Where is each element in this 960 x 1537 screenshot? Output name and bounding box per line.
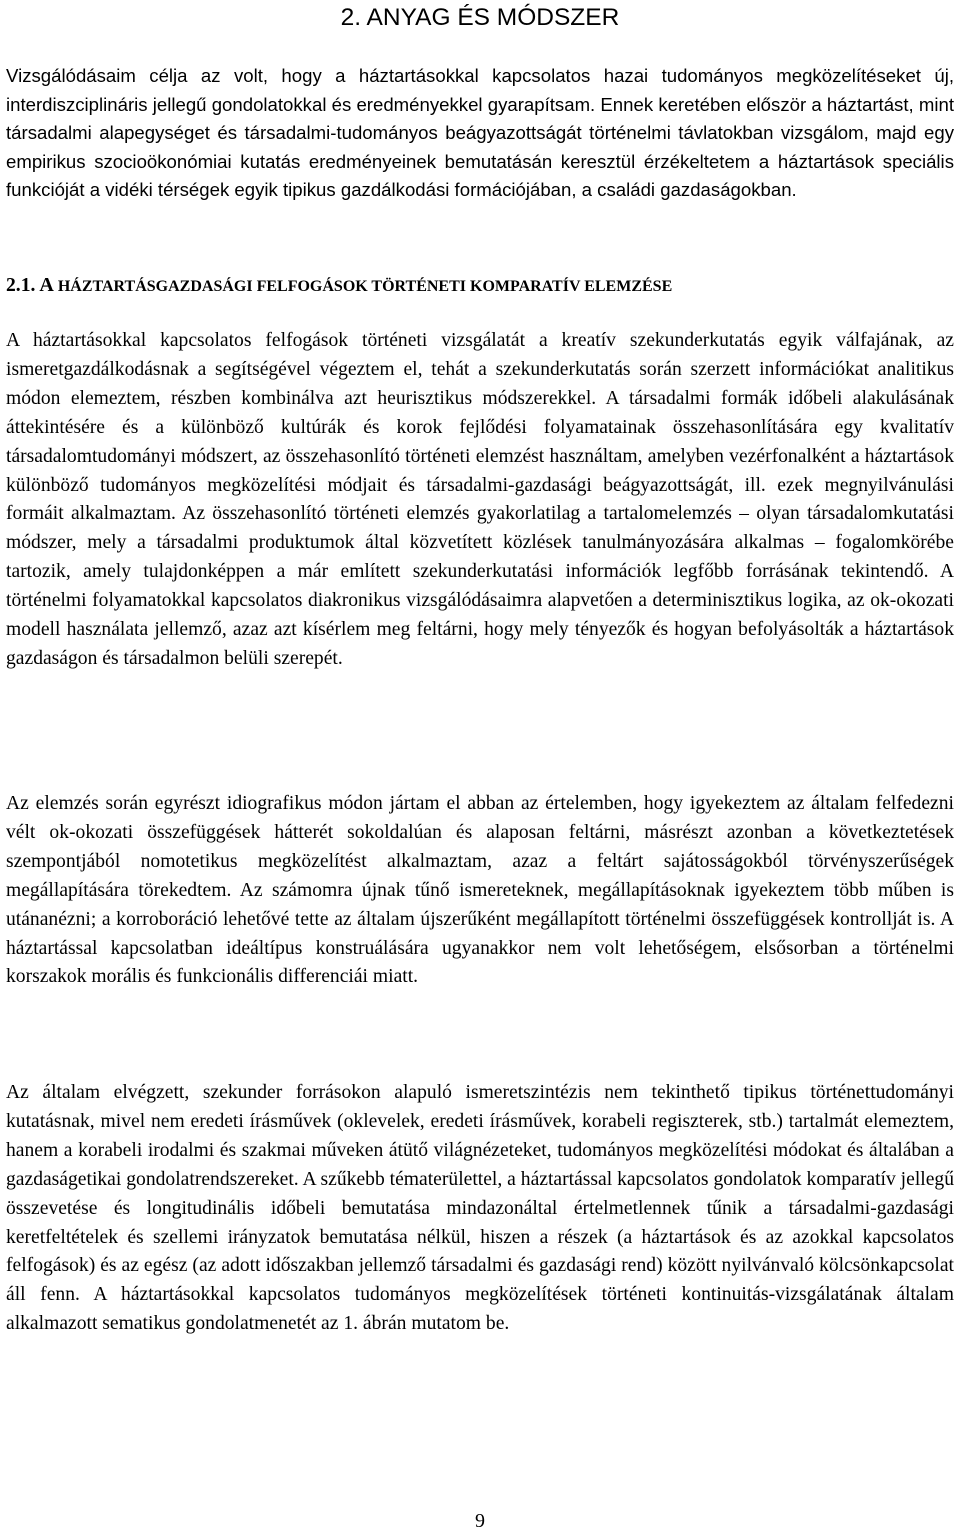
section-title: HÁZTARTÁSGAZDASÁGI FELFOGÁSOK TÖRTÉNETI KOMPARATÍV ELEMZÉSE — [57, 278, 673, 295]
body-paragraph-1: A háztartásokkal kapcsolatos felfogások történeti vizsgálatát a kreatív szekunderkutatás egyik válfajának, az ismeretgazdálkodásnak a segítségével végeztem el, tehát a szekunderkutatás során szerzett információkat analitikus módon elemeztem, részben kombinálva azt heurisztikus módszerekkel. A társadalmi formák időbeli alakulásának áttekintésére és a különböző kultúrák és korok fejlődési folyamatainak összehasonlítására egy kvalitatív társadalomtudományi módszert, az összehasonlító történeti elemzést használtam, amelyben vezérfonalként a háztartások különböző tudományos megközelítési módjait és társadalmi-gazdasági beágyazottságát, ill. ezek megnyilvánulási formáit alkalmaztam. Az összehasonlító történeti elemzés gyakorlatilag a tartalomelemzés – olyan társadalomkutatási módszer, mely a társadalmi produktumok által közvetített közlések tanulmányozására alkalmas – fogalomkörébe tartozik, amely tulajdonképpen a már említett szekunderkutatási információk legfőbb forrásának tekintendő. A történelmi folyamatokkal kapcsolatos diakronikus vizsgálódásaimra alapvetően a determinisztikus logika, az ok-okozati modell használata jellemző, azaz azt kísérlem meg feltárni, hogy mely tényezők és hogyan befolyásolták a háztartások gazdaságon és társadalmon belüli szerepét. — [6, 330, 954, 669]
section-heading — [6, 270, 954, 302]
section-number: 2.1. — [6, 275, 36, 296]
chapter-title: 2. ANYAG ÉS MÓDSZER — [340, 4, 620, 31]
body-paragraph-2: Az elemzés során egyrészt idiografikus módon jártam el abban az értelemben, hogy igyekeztem az általam felfedezni vélt ok-okozati összefüggések hátterét sokoldalúan és alaposan feltárni, másrészt azonban a következtetések szempontjából nomotetikus megközelítést alkalmaztam, azaz a feltárt sajátosságokból törvényszerűségek megállapítására törekedtem. Az számomra újnak tűnő ismereteknek, megállapításoknak igyekeztem több műben is utánanézni; a korroboráció lehetővé tette az általam újszerűként megállapított történelmi összefüggések kontrollját is. A háztartással kapcsolatban ideáltípus konstruálására ugyanakkor nem volt lehetőségem, elsősorban a történelmi korszakok morális és funkcionális differenciái miatt. — [6, 793, 954, 988]
intro-paragraph: Vizsgálódásaim célja az volt, hogy a háztartásokkal kapcsolatos hazai tudományos megközelítéseket új, interdiszciplináris jellegű gondolatokkal és eredményekkel gyarapítsam. Ennek keretében először a háztartást, mint társadalmi alapegységet és társadalmi-tudományos beágyazottságát történelmi távlatokban vizsgálom, majd egy empirikus szocioökonómiai kutatás eredményeinek bemutatásán keresztül érzékeltetem a háztartások speciális funkcióját a vidéki térségek egyik tipikus gazdálkodási formációjában, a családi gazdaságokban. — [6, 65, 954, 200]
section-title-initial: A — [39, 274, 54, 296]
page-number: 9 — [475, 1510, 485, 1532]
body-paragraph-3: Az általam elvégzett, szekunder forrásokon alapuló ismeretszintézis nem tekinthető tipikus történettudományi kutatásnak, mivel nem eredeti írásművek (oklevelek, eredeti írásművek, korabeli regiszterek, stb.) tartalmát elemeztem, hanem a korabeli irodalmi és szakmai műveken átütő világnézeteket, tudományos megközelítési módokat és általában a gazdaságetikai gondolatrendszereket. A szűkebb tématerülettel, a háztartással kapcsolatos gondolatok komparatív jellegű összevetése és longitudinális időbeli bemutatása mindazonáltal értelmetlennek tűnik a társadalmi-gazdasági keretfeltételek és szellemi irányzatok bemutatása nélkül, hiszen a részek (a háztartások és az azokkal kapcsolatos felfogások) és az egész (az adott időszakban jellemző társadalmi és gazdasági rend) között nyilvánvaló kölcsönkapcsolat áll fenn. A háztartásokkal kapcsolatos tudományos megközelítések történeti kontinuitás-vizsgálatának általam alkalmazott sematikus gondolatmenetét az 1. ábrán mutatom be. — [6, 1082, 954, 1335]
